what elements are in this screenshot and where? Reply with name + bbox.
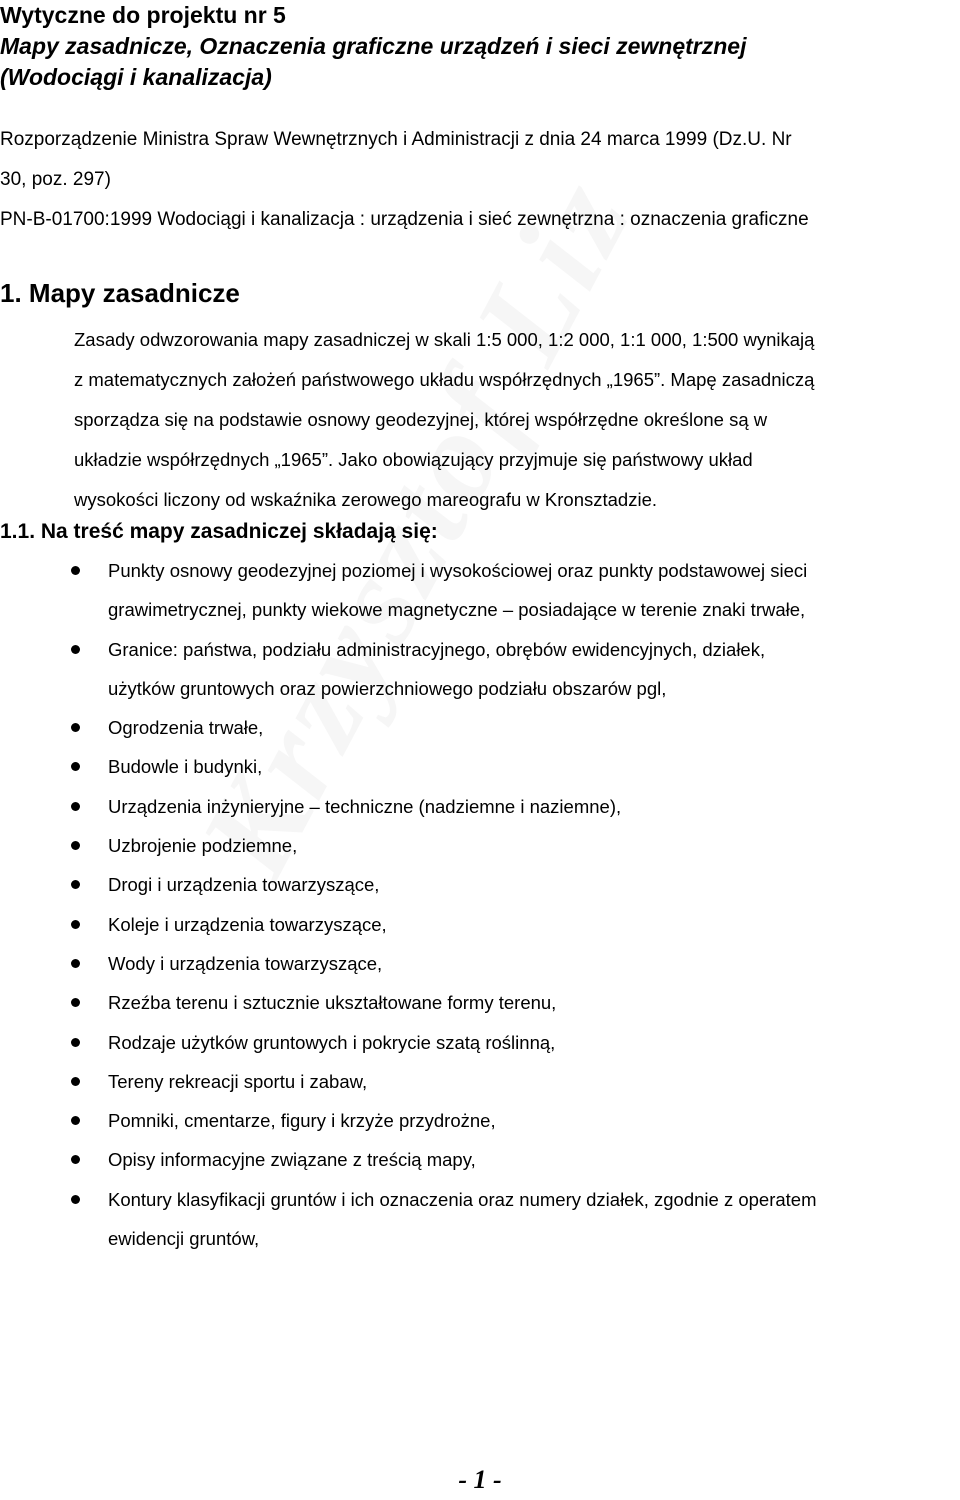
bullet-icon — [71, 920, 80, 929]
bullet-icon — [71, 1077, 80, 1086]
list-item-line: Kontury klasyfikacji gruntów i ich oznaczenia oraz numery działek, zgodnie z operatem — [108, 1188, 817, 1210]
section-heading-mapy-zasadnicze: 1. Mapy zasadnicze — [0, 278, 240, 308]
list-item — [0, 1101, 960, 1140]
reference-line-2: 30, poz. 297) — [0, 169, 111, 190]
page-number: - 1 - — [458, 1465, 502, 1494]
list-item-line: Budowle i budynki, — [108, 756, 263, 778]
bullet-icon — [71, 1038, 80, 1047]
list-item-line: Urządzenia inżynieryjne – techniczne (nadziemne i naziemne), — [108, 795, 622, 817]
list-item-line: ewidencji gruntów, — [108, 1228, 260, 1250]
document-title — [0, 0, 746, 93]
list-item-line: Pomniki, cmentarze, figury i krzyże przydrożne, — [108, 1110, 496, 1132]
list-item — [0, 630, 960, 709]
list-item-line: użytków gruntowych oraz powierzchniowego podziału obszarów pgl, — [108, 677, 667, 699]
title-line-3: (Wodociągi i kanalizacja) — [0, 64, 272, 90]
list-item — [0, 1140, 960, 1179]
title-line-2: Mapy zasadnicze, Oznaczenia graficzne urządzeń i sieci zewnętrznej — [0, 33, 747, 59]
paragraph-line: sporządza się na podstawie osnowy geodezyjnej, której współrzędne określone są w — [74, 409, 768, 430]
bullet-icon — [71, 1155, 80, 1164]
paragraph-line: wysokości liczony od wskaźnika zerowego mareografu w Kronsztadzie. — [74, 489, 658, 510]
bullet-icon — [71, 880, 80, 889]
list-item-line: Koleje i urządzenia towarzyszące, — [108, 913, 387, 935]
list-item — [0, 1023, 960, 1062]
list-item — [0, 787, 960, 826]
list-item-line: Rodzaje użytków gruntowych i pokrycie szatą roślinną, — [108, 1031, 556, 1053]
bullet-icon — [71, 1116, 80, 1125]
list-item — [0, 905, 960, 944]
list-item — [0, 865, 960, 904]
subsection-heading: 1.1. Na treść mapy zasadniczej składają się: — [0, 520, 438, 543]
list-item — [0, 747, 960, 786]
list-item — [0, 826, 960, 865]
bullet-icon — [71, 959, 80, 968]
list-item-line: Rzeźba terenu i sztucznie ukształtowane formy terenu, — [108, 992, 557, 1014]
paragraph-line: Zasady odwzorowania mapy zasadniczej w skali 1:5 000, 1:2 000, 1:1 000, 1:500 wynikają — [74, 329, 815, 350]
list-item-line: Opisy informacyjne związane z treścią mapy, — [108, 1149, 476, 1171]
list-item-line: Uzbrojenie podziemne, — [108, 835, 298, 857]
list-item — [0, 944, 960, 983]
bullet-icon — [71, 645, 80, 654]
list-item — [0, 551, 960, 630]
list-item — [0, 1062, 960, 1101]
paragraph-line: z matematycznych założeń państwowego układu współrzędnych „1965”. Mapę zasadniczą — [74, 369, 815, 390]
list-item-line: Punkty osnowy geodezyjnej poziomej i wysokościowej oraz punkty podstawowej sieci — [108, 560, 808, 581]
list-item-line: grawimetrycznej, punkty wiekowe magnetyczne – posiadające w terenie znaki trwałe, — [108, 599, 806, 621]
list-item — [0, 1180, 960, 1259]
list-item-line: Ogrodzenia trwałe, — [108, 717, 264, 739]
bullet-icon — [71, 762, 80, 771]
list-item — [0, 708, 960, 747]
reference-line-3: PN-B-01700:1999 Wodociągi i kanalizacja : urządzenia i sieć zewnętrzna : oznaczenia graficzne — [0, 209, 809, 230]
bullet-icon — [71, 566, 80, 575]
bullet-icon — [71, 723, 80, 732]
list-item-line: Tereny rekreacji sportu i zabaw, — [108, 1070, 368, 1092]
bullet-icon — [71, 802, 80, 811]
bullet-icon — [71, 841, 80, 850]
title-line-1: Wytyczne do projektu nr 5 — [0, 2, 286, 28]
references — [0, 120, 809, 240]
reference-line-1: Rozporządzenie Ministra Spraw Wewnętrznych i Administracji z dnia 24 marca 1999 (Dz.U. Nr — [0, 129, 792, 150]
list-item-line: Granice: państwa, podziału administracyjnego, obrębów ewidencyjnych, działek, — [108, 638, 766, 660]
bullet-icon — [71, 998, 80, 1007]
section-paragraph — [74, 320, 954, 520]
bullet-icon — [71, 1195, 80, 1204]
content-list — [0, 551, 960, 1258]
paragraph-line: układzie współrzędnych „1965”. Jako obowiązujący przyjmuje się państwowy układ — [74, 449, 753, 470]
list-item-line: Wody i urządzenia towarzyszące, — [108, 952, 383, 974]
list-item — [0, 983, 960, 1022]
list-item-line: Drogi i urządzenia towarzyszące, — [108, 874, 380, 896]
